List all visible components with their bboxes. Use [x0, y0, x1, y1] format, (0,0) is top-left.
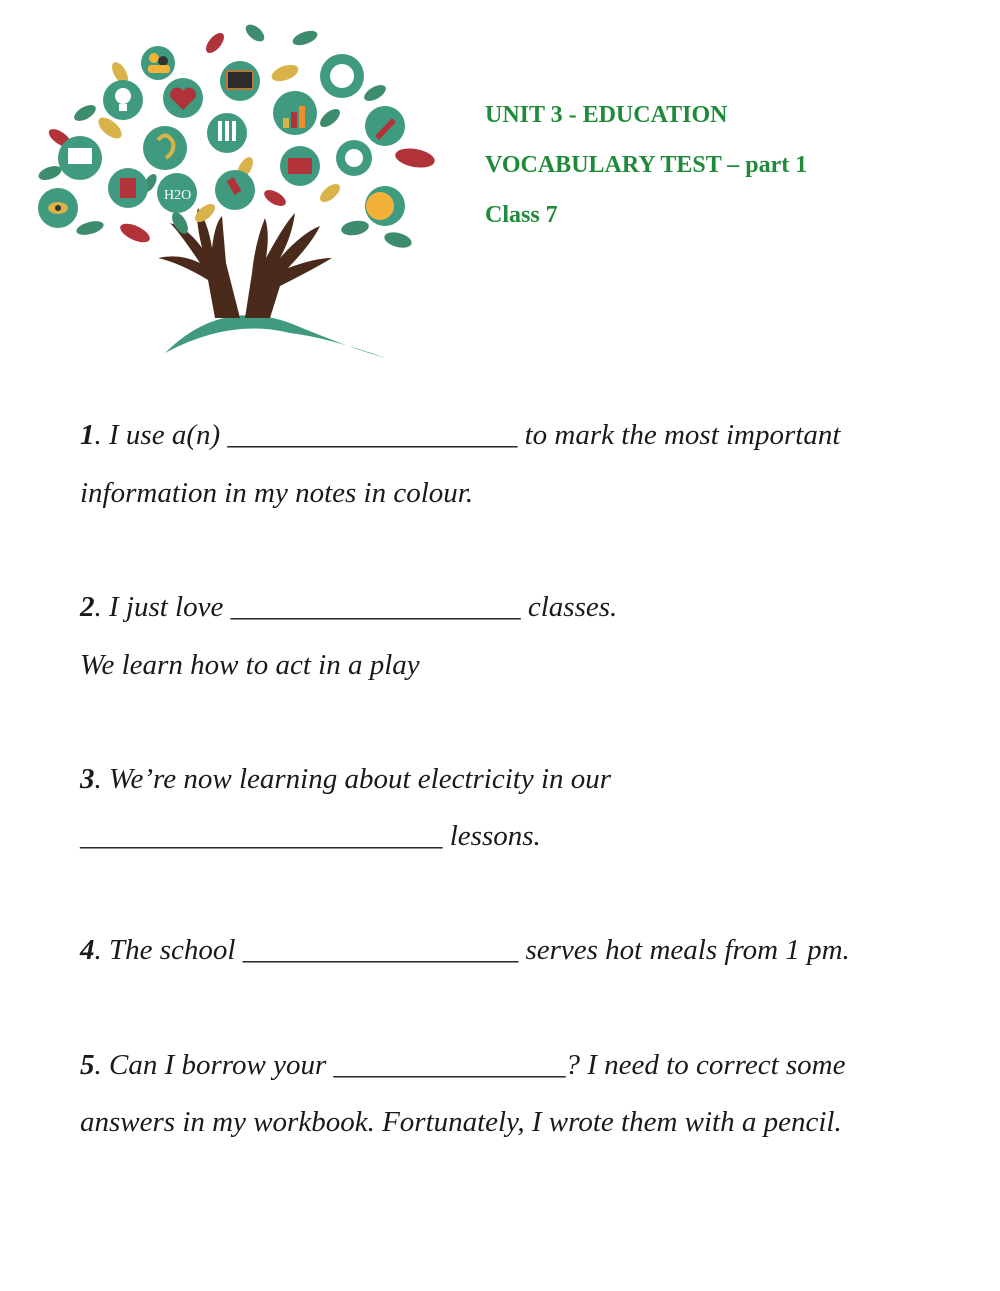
question-1-line-2: information in my notes in colour. [80, 477, 474, 509]
question-1-number: 1 [80, 419, 95, 451]
speaking-head-icon [365, 186, 405, 226]
chalkboard-icon [220, 61, 260, 101]
question-3-number: 3 [80, 763, 95, 795]
people-icon [141, 46, 175, 80]
question-1-line-1: 1. I use a(n) ____________________ to mark the most important [80, 419, 841, 451]
question-4-number: 4 [80, 934, 95, 966]
eye-icon [38, 188, 78, 228]
shovel-icon [365, 106, 405, 146]
test-title: VOCABULARY TEST – part 1 [485, 152, 808, 178]
worksheet-header [485, 90, 807, 240]
heart-icon [163, 78, 203, 118]
question-5-line-1: 5. Can I borrow your ________________? I need to correct some [80, 1049, 846, 1081]
book-icon [108, 168, 148, 208]
ear-icon [143, 126, 187, 170]
question-3-line-1: 3. We’re now learning about electricity in our [80, 763, 612, 795]
svg-text:H2O: H2O [164, 188, 192, 203]
paintbrush-icon [215, 170, 255, 210]
baseball-icon [320, 54, 364, 98]
question-5-number: 5 [80, 1049, 95, 1081]
question-5-line-2: answers in my workbook. Fortunately, I wrote them with a pencil. [80, 1106, 842, 1138]
chart-icon [273, 91, 317, 135]
question-4-line-1: 4. The school ___________________ serves hot meals from 1 pm. [80, 934, 850, 966]
education-tree-logo [30, 18, 440, 373]
museum-icon [280, 146, 320, 186]
question-2-line-1: 2. I just love ____________________ classes. [80, 591, 618, 623]
ground-wave [165, 315, 385, 358]
test-tubes-icon [207, 113, 247, 153]
lightbulb-icon [103, 80, 143, 120]
question-2-number: 2 [80, 591, 95, 623]
unit-title: UNIT 3 - EDUCATION [485, 102, 728, 128]
question-3-line-2: _________________________ lessons. [80, 820, 541, 852]
question-2-line-2: We learn how to act in a play [80, 649, 420, 681]
computer-icon [58, 136, 102, 180]
h2o-icon [157, 173, 197, 213]
class-label: Class 7 [485, 202, 558, 228]
globe-icon [336, 140, 372, 176]
